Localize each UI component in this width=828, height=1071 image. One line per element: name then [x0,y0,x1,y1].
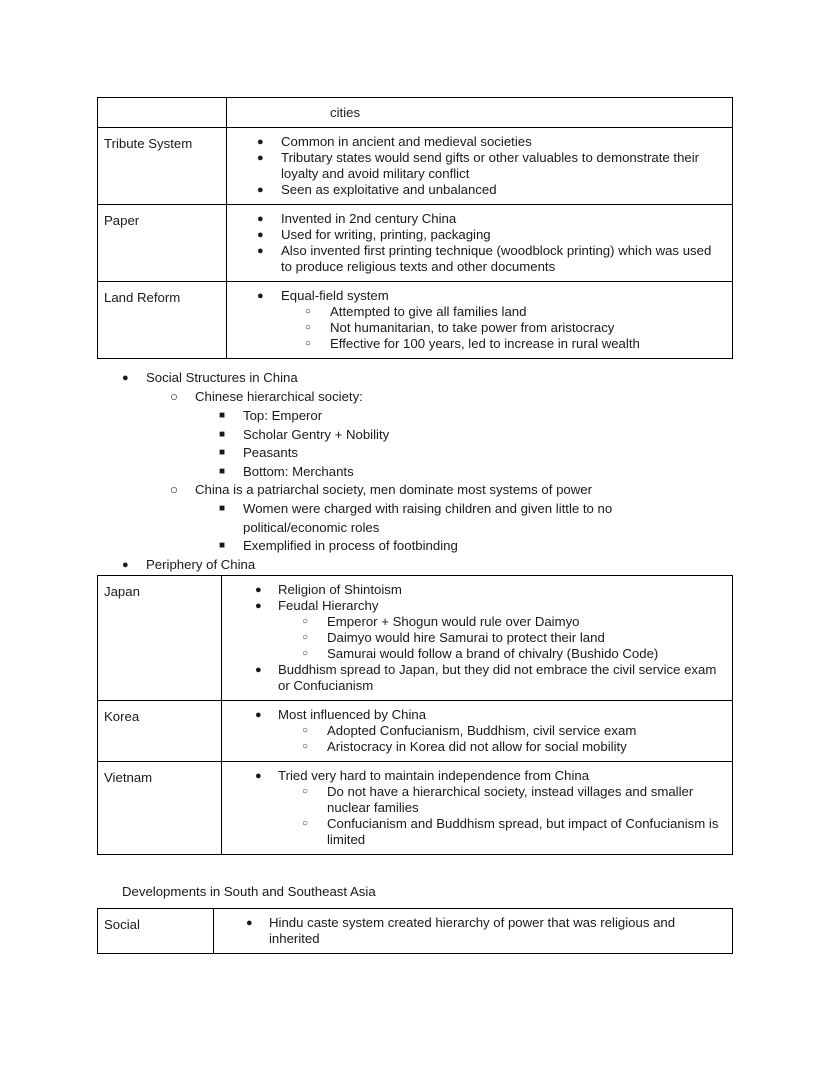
sub-bullet-item [222,816,722,848]
circle-bullet-icon: ○ [170,482,178,497]
bullet-item [222,662,722,694]
row-content [227,128,733,205]
row-content [227,282,733,359]
row-content [222,762,733,855]
bullet-icon: ● [255,709,262,721]
circle-bullet-icon: ○ [170,389,178,404]
bullet-icon: ● [257,136,264,148]
sub-bullet-item [222,630,722,646]
bullet-item [227,150,722,182]
row-content [222,576,733,701]
bullet-text: cities [330,105,361,120]
square-bullet-icon: ■ [219,503,226,514]
bullet-item [222,768,722,784]
row-content [214,909,733,954]
table-row [98,98,733,128]
table-row [98,205,733,282]
row-content [222,701,733,762]
circle-bullet-icon: ○ [305,322,312,333]
bullet-item [214,915,722,947]
bullet-text: Buddhism spread to Japan, but they did not embrace the civil service exam or Confucianism [278,662,717,693]
bullet-icon: ● [257,245,264,257]
table-row [98,701,733,762]
bullet-text: Equal-field system [281,288,389,303]
circle-bullet-icon: ○ [305,338,312,349]
outline-text: Exemplified in process of footbinding [243,538,458,553]
bullet-item [222,598,722,614]
circle-bullet-icon: ○ [302,648,309,659]
outline-text: Women were charged with raising children and given little to no [243,501,613,516]
row-content [227,205,733,282]
row-label [98,98,227,128]
row-label: Paper [98,205,227,282]
bullet-icon: ● [255,600,262,612]
outline-text: Periphery of China [146,557,256,572]
square-bullet-icon: ■ [219,447,226,458]
bullet-text: Most influenced by China [278,707,427,722]
bullet-text: Invented in 2nd century China [281,211,457,226]
bullet-icon: ● [122,372,129,384]
circle-bullet-icon: ○ [302,725,309,736]
bullet-icon: ● [257,229,264,241]
sub-bullet-item [222,784,722,816]
square-bullet-icon: ■ [219,429,226,440]
bullet-icon: ● [257,213,264,225]
bullet-item [227,227,722,243]
outline-text: Bottom: Merchants [243,464,354,479]
bullet-text: Common in ancient and medieval societies [281,134,532,149]
row-label: Social [98,909,214,954]
bullet-text: Adopted Confucianism, Buddhism, civil service exam [327,723,637,738]
bullet-text: Feudal Hierarchy [278,598,379,613]
sub-bullet-item [222,723,722,739]
bullet-item [222,707,722,723]
bullet-text: Emperor + Shogun would rule over Daimyo [327,614,580,629]
table-row [98,576,733,701]
bullet-text: Samurai would follow a brand of chivalry (Bushido Code) [327,646,659,661]
bullet-item [227,182,722,198]
square-bullet-icon: ■ [219,410,226,421]
circle-bullet-icon: ○ [302,632,309,643]
bullet-text: Aristocracy in Korea did not allow for social mobility [327,739,627,754]
bullet-icon: ● [255,664,262,676]
bullet-text: Daimyo would hire Samurai to protect their land [327,630,605,645]
bullet-item [227,134,722,150]
bullet-text: Tried very hard to maintain independence from China [278,768,590,783]
bullet-text: Tributary states would send gifts or other valuables to demonstrate their loyalty and avoid military conflict [281,150,700,181]
sub-bullet-item [227,320,722,336]
bullet-icon: ● [257,152,264,164]
bullet-text: Religion of Shintoism [278,582,402,597]
sub-bullet-item [222,739,722,755]
bullet-text: Seen as exploitative and unbalanced [281,182,497,197]
sub-bullet-item [227,304,722,320]
bullet-icon: ● [255,584,262,596]
circle-bullet-icon: ○ [302,786,309,797]
bullet-item [222,582,722,598]
bullet-item [227,211,722,227]
circle-bullet-icon: ○ [302,616,309,627]
sub-bullet-item [227,336,722,352]
bullet-text: Confucianism and Buddhism spread, but impact of Confucianism is limited [327,816,719,847]
row-label: Land Reform [98,282,227,359]
outline-text: China is a patriarchal society, men dominate most systems of power [195,482,593,497]
table-row [98,762,733,855]
bullet-text: Not humanitarian, to take power from aristocracy [330,320,615,335]
outline-text: political/economic roles [243,520,380,535]
bullet-icon: ● [246,917,253,929]
table-china-developments [97,97,733,359]
bullet-icon: ● [257,290,264,302]
row-label: Korea [98,701,222,762]
sub-bullet-item [222,614,722,630]
circle-bullet-icon: ○ [305,306,312,317]
row-content [227,98,733,128]
sub-bullet-item [222,646,722,662]
row-label: Tribute System [98,128,227,205]
bullet-text: Hindu caste system created hierarchy of power that was religious and inherited [269,915,676,946]
bullet-text: Also invented first printing technique (woodblock printing) which was used to produce religious texts and other documents [281,243,712,274]
bullet-text: Used for writing, printing, packaging [281,227,491,242]
section-heading: Developments in South and Southeast Asia [122,884,376,899]
bullet-item [227,105,722,121]
bullet-icon: ● [257,184,264,196]
table-periphery-of-china [97,575,733,855]
bullet-item [227,288,722,304]
bullet-text: Effective for 100 years, led to increase in rural wealth [330,336,640,351]
bullet-text: Attempted to give all families land [330,304,527,319]
table-row [98,282,733,359]
table-row [98,128,733,205]
square-bullet-icon: ■ [219,466,226,477]
circle-bullet-icon: ○ [302,818,309,829]
table-row [98,909,733,954]
outline-text: Peasants [243,445,298,460]
square-bullet-icon: ■ [219,540,226,551]
outline-text: Top: Emperor [243,408,323,423]
outline-text: Chinese hierarchical society: [195,389,363,404]
row-label: Japan [98,576,222,701]
bullet-icon: ● [255,770,262,782]
bullet-item [227,243,722,275]
bullet-text: Do not have a hierarchical society, instead villages and smaller nuclear families [327,784,694,815]
outline-text: Social Structures in China [146,370,298,385]
row-label: Vietnam [98,762,222,855]
circle-bullet-icon: ○ [302,741,309,752]
outline-text: Scholar Gentry + Nobility [243,427,390,442]
table-south-southeast-asia [97,908,733,954]
bullet-icon: ● [122,559,129,571]
